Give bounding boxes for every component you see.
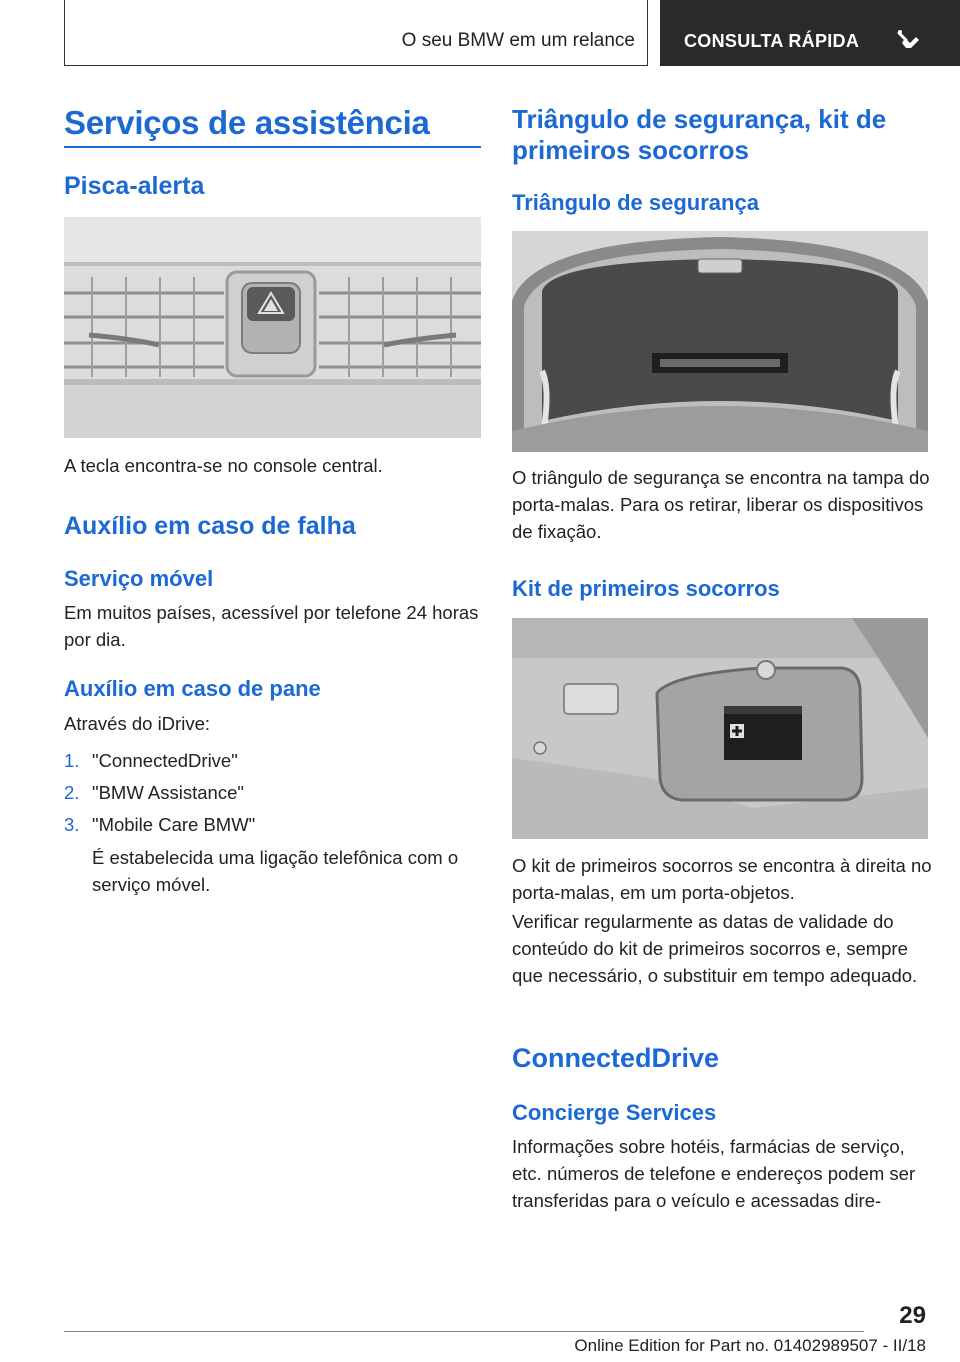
header-section [64,0,648,66]
heading-connecteddrive: ConnectedDrive [512,1043,720,1073]
page-title: Serviços de assistência [64,104,430,141]
first-aid-caption-1: O kit de primeiros socorros se encontra à direita no porta-malas, em um porta-objetos. [512,855,932,903]
hand-pointer-icon [896,28,922,54]
trunk-lid-photo [512,231,928,452]
pane-note: É estabelecida uma ligação telefônica com o serviço móvel. [92,847,459,895]
heading-hazard: Pisca-alerta [64,172,205,200]
list-item [64,811,484,838]
title-divider [64,146,481,148]
heading-triangle-kit: Triângulo de segurança, kit de primeiros socorros [512,104,887,165]
pane-steps [64,747,484,843]
step-text: "Mobile Care BMW" [92,814,256,835]
step-text: "ConnectedDrive" [92,750,238,771]
first-aid-caption-2: Verificar regularmente as datas de validade do conteúdo do kit de primeiros socorros e, sempre que necessário, o substituir em tempo adequado. [512,911,918,986]
step-number: 3. [64,814,80,835]
heading-concierge: Concierge Services [512,1100,717,1125]
hazard-button-photo [64,217,481,438]
step-number: 1. [64,750,80,771]
hazard-caption: A tecla encontra-se no console central. [64,455,383,476]
heading-pane: Auxílio em caso de pane [64,676,321,701]
footer-edition: Online Edition for Part no. 01402989507 - II/18 [574,1336,926,1355]
list-item [64,747,484,774]
heading-triangle: Triângulo de segurança [512,190,759,215]
header-section-label: O seu BMW em um relance [401,30,635,51]
page-number: 29 [899,1302,926,1329]
pane-intro: Através do iDrive: [64,713,210,734]
heading-breakdown: Auxílio em caso de falha [64,512,356,540]
triangle-caption: O triângulo de segurança se encontra na tampa do porta-malas. Para os retirar, liberar os dispositivos de fixação. [512,467,930,542]
concierge-text: Informações sobre hotéis, farmácias de serviço, etc. números de telefone e endereços podem ser transferidas para o veículo e acessadas dire- [512,1136,916,1211]
first-aid-photo [512,618,928,839]
mobile-service-text: Em muitos países, acessível por telefone 24 horas por dia. [64,602,479,650]
list-item [64,779,484,806]
header-tab[interactable] [660,0,960,66]
step-number: 2. [64,782,80,803]
header-tab-label: CONSULTA RÁPIDA [684,31,860,51]
heading-first-aid: Kit de primeiros socorros [512,576,780,601]
footer-divider [64,1331,864,1332]
heading-mobile-service: Serviço móvel [64,566,214,591]
step-text: "BMW Assistance" [92,782,244,803]
